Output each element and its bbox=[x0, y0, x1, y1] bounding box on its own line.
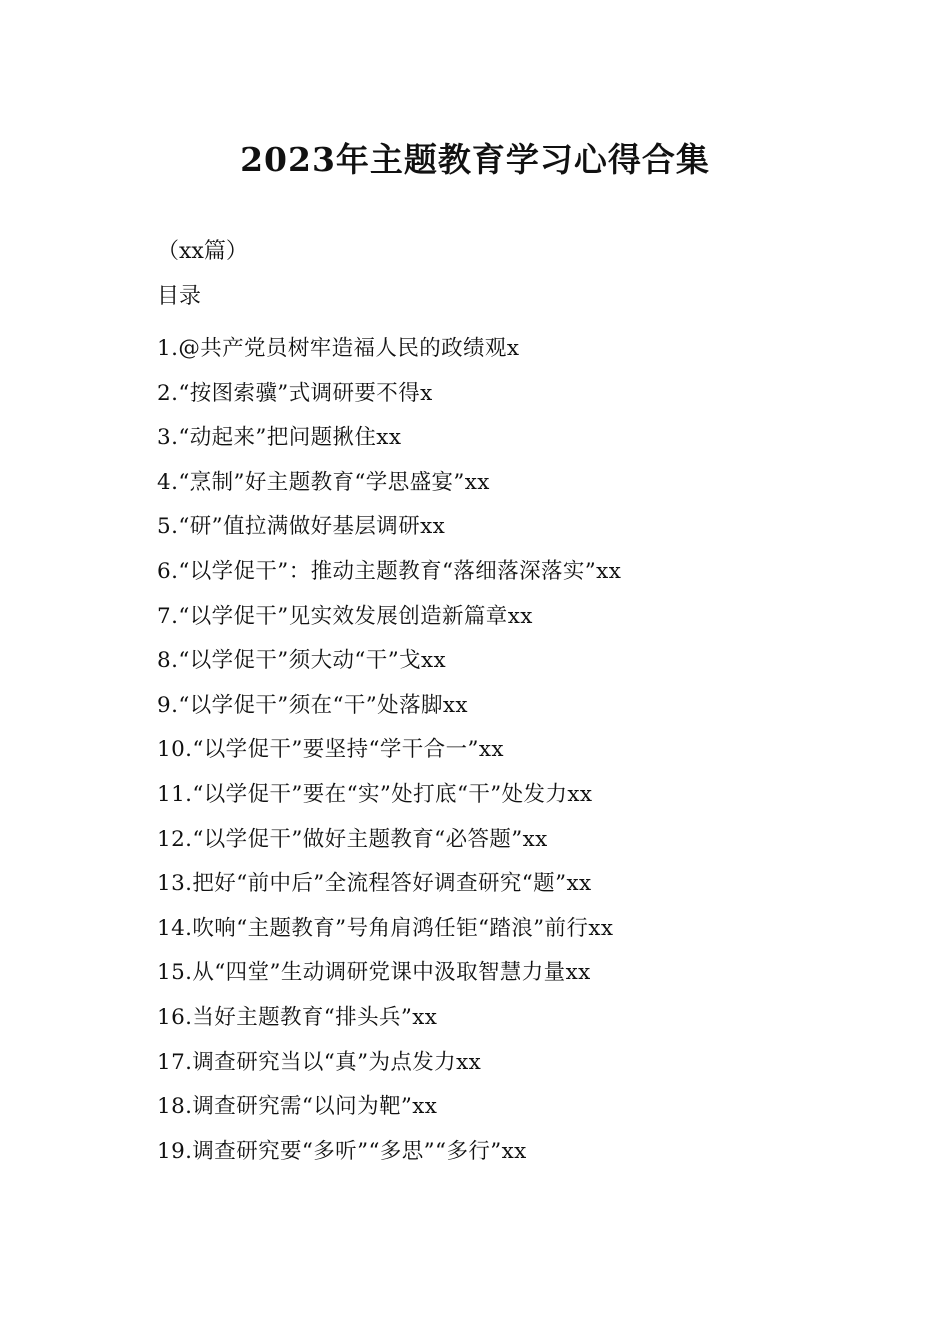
toc-item-11: 11.“以学促干”要在“实”处打底“干”处发力xx bbox=[157, 781, 593, 807]
toc-item-5: 5.“研”值拉满做好基层调研xx bbox=[157, 514, 446, 540]
toc-item-2: 2.“按图索骥”式调研要不得x bbox=[157, 380, 433, 406]
toc-heading: 目录 bbox=[157, 284, 202, 309]
toc-item-7: 7.“以学促干”见实效发展创造新篇章xx bbox=[157, 603, 533, 629]
toc-item-3: 3.“动起来”把问题揪住xx bbox=[157, 425, 402, 451]
toc-item-16: 16.当好主题教育“排头兵”xx bbox=[157, 1004, 438, 1030]
toc-item-19: 19.调查研究要“多听”“多思”“多行”xx bbox=[157, 1138, 527, 1164]
toc-item-18: 18.调查研究需“以问为靶”xx bbox=[157, 1094, 438, 1120]
toc-item-4: 4.“烹制”好主题教育“学思盛宴”xx bbox=[157, 469, 490, 495]
toc-item-6: 6.“以学促干”：推动主题教育“落细落深落实”xx bbox=[157, 558, 622, 584]
toc-list bbox=[157, 327, 917, 1174]
toc-item-1: 1.@共产党员树牢造福人民的政绩观x bbox=[157, 336, 520, 361]
toc-item-10: 10.“以学促干”要坚持“学干合一”xx bbox=[157, 737, 504, 763]
toc-item-9: 9.“以学促干”须在“干”处落脚xx bbox=[157, 692, 468, 718]
toc-item-15: 15.从“四堂”生动调研党课中汲取智慧力量xx bbox=[157, 960, 591, 986]
toc-item-14: 14.吹响“主题教育”号角肩鸿任钜“踏浪”前行xx bbox=[157, 915, 614, 941]
toc-item-13: 13.把好“前中后”全流程答好调查研究“题”xx bbox=[157, 871, 592, 897]
document-title: 2023年主题教育学习心得合集 bbox=[240, 140, 710, 179]
toc-item-17: 17.调查研究当以“真”为点发力xx bbox=[157, 1049, 482, 1075]
toc-item-8: 8.“以学促干”须大动“干”戈xx bbox=[157, 648, 447, 674]
toc-item-12: 12.“以学促干”做好主题教育“必答题”xx bbox=[157, 826, 548, 852]
document-subtitle: （xx篇） bbox=[157, 239, 248, 264]
